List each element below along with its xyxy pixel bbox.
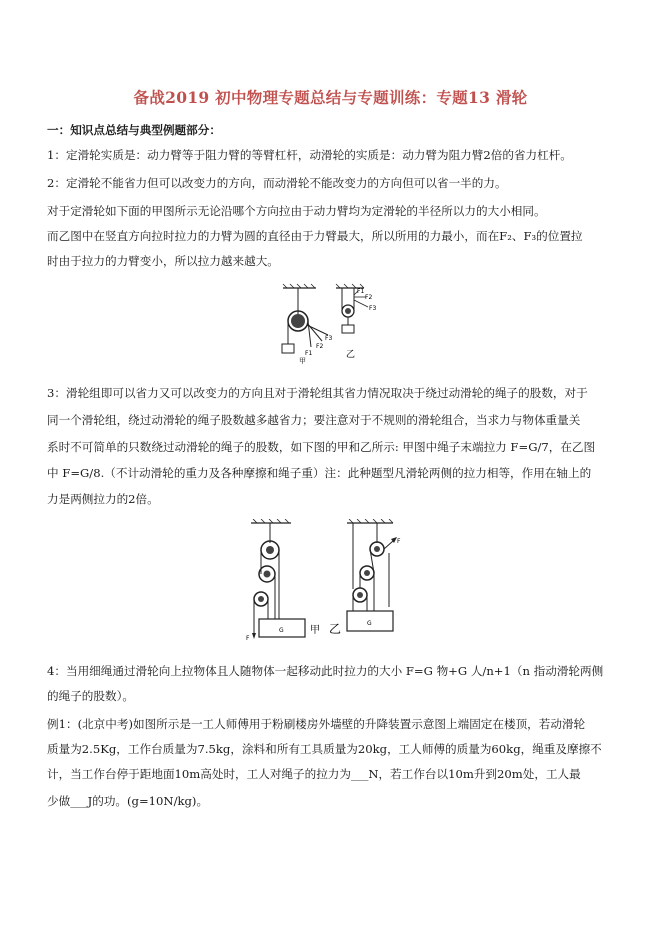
paragraph-line: 1：定滑轮实质是：动力臂等于阻力臂的等臂杠杆，动滑轮的实质是：动力臂为阻力臂2倍的省力杠杆。 bbox=[47, 148, 572, 162]
label-f1: F1 bbox=[305, 350, 313, 357]
paragraph-line: 时由于拉力的力臂变小，所以拉力越来越大。 bbox=[47, 254, 279, 268]
label-f1: F1 bbox=[357, 288, 365, 295]
paragraph-line: 3：滑轮组即可以省力又可以改变力的方向且对于滑轮组其省力情况取决于绕过动滑轮的绳子的股数，对于 bbox=[47, 386, 588, 400]
label-f2: F2 bbox=[316, 343, 324, 350]
label-f-yi: F bbox=[397, 538, 401, 545]
paragraph-line: 计，当工作台停于距地面10m高处时，工人对绳子的拉力为___N，若工作台以10m升到20m处，工人最 bbox=[47, 767, 581, 781]
paragraph-line: 中 F=G/8.（不计动滑轮的重力及各种摩擦和绳子重）注：此种题型凡滑轮两侧的拉力相等，作用在轴上的 bbox=[47, 466, 592, 480]
paragraph-line: 系时不可简单的只数绕过动滑轮的绳子的股数，如下图的甲和乙所示: 甲图中绳子末端拉力 F=G/7，在乙图 bbox=[47, 440, 596, 454]
label-yi: 乙 bbox=[346, 350, 356, 360]
label-f2: F2 bbox=[365, 294, 373, 301]
paragraph-line: 质量为2.5Kg，工作台质量为7.5kg，涂料和所有工具质量为20kg，工人师傅的质量为60kg，绳重及摩擦不 bbox=[47, 742, 602, 756]
label-f3: F3 bbox=[325, 335, 333, 342]
label-jia: 甲 bbox=[299, 357, 306, 365]
label-f-jia: F bbox=[246, 635, 250, 642]
paragraph-line: 少做___J的功。(g=10N/kg)。 bbox=[47, 794, 209, 808]
section-heading: 一：知识点总结与典型例题部分： bbox=[47, 123, 221, 137]
paragraph-line: 对于定滑轮如下面的甲图所示无论沿哪个方向拉由于动力臂均为定滑轮的半径所以力的大小相同。 bbox=[47, 204, 546, 218]
paragraph-line: 而乙图中在竖直方向拉时拉力的力臂为圆的直径由于力臂最大，所以所用的力最小，而在F₂、F₃的位置拉 bbox=[47, 229, 583, 243]
label-yi: 乙 bbox=[329, 622, 342, 636]
paragraph-line: 例1：(北京中考)如图所示是一工人师傅用于粉刷楼房外墙壁的升降装置示意图上端固定在楼顶，若动滑轮 bbox=[47, 717, 586, 731]
label-g-jia: G bbox=[279, 627, 284, 634]
paragraph-line: 2：定滑轮不能省力但可以改变力的方向，而动滑轮不能改变力的方向但可以省一半的力。 bbox=[47, 176, 507, 190]
figure-pulley-systems bbox=[243, 519, 413, 644]
figure-fixed-pulley bbox=[278, 283, 388, 365]
paragraph-line: 4：当用细绳通过滑轮向上拉物体且人随物体一起移动此时拉力的大小 F=G 物+G 人/n+1（n 指动滑轮两侧 bbox=[47, 664, 604, 678]
label-f3: F3 bbox=[369, 305, 377, 312]
paragraph-line: 力是两侧拉力的2倍。 bbox=[47, 492, 159, 506]
paragraph-line: 的绳子的股数）。 bbox=[47, 689, 134, 703]
label-jia: 甲 bbox=[310, 625, 320, 636]
paragraph-line: 同一个滑轮组，绕过动滑轮的绳子股数越多越省力；要注意对于不规则的滑轮组合，当求力与物体重量关 bbox=[47, 413, 581, 427]
page-title: 备战2019 初中物理专题总结与专题训练：专题13 滑轮 bbox=[133, 88, 528, 107]
label-g-yi: G bbox=[367, 620, 372, 627]
